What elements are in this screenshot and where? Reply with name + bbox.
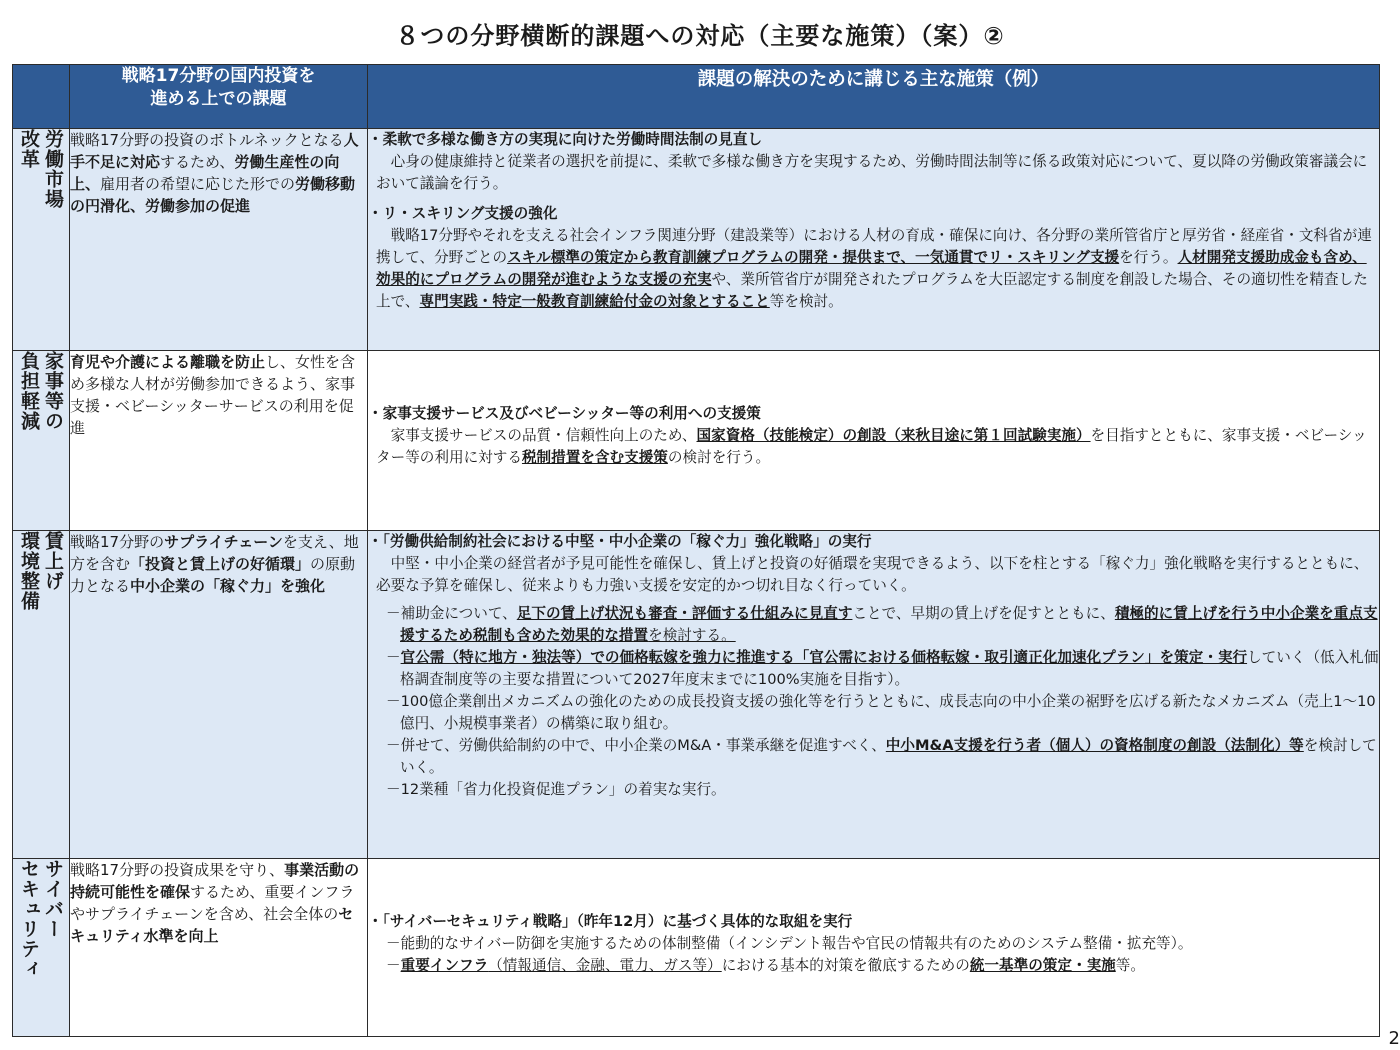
issue-cell bbox=[70, 129, 368, 351]
category-cell bbox=[13, 859, 70, 1037]
measure-cell bbox=[368, 351, 1380, 531]
text-run: 雇用者の希望に応じた形での bbox=[100, 175, 296, 193]
text-run: を検討していく。 bbox=[400, 737, 1377, 776]
measure-body bbox=[376, 225, 1379, 313]
text-run: を検討する。 bbox=[648, 627, 736, 644]
table-header-row bbox=[13, 65, 1380, 129]
measure-heading: ・「労働供給制約社会における中堅・中小企業の「稼ぐ力」強化戦略」の実行 bbox=[368, 533, 872, 550]
text-run: 国家資格（技能検定）の創設（来秋目途に第１回試験実施） bbox=[696, 427, 1091, 444]
category-label: サイバー セキュリティ bbox=[18, 859, 64, 979]
text-run: していく（低入札価格調査制度等の主要な措置について2027年度末までに100%実施を目指す）。 bbox=[400, 649, 1379, 688]
page-number: 2 bbox=[1388, 1028, 1400, 1049]
table-row bbox=[13, 129, 1380, 351]
text-run: 戦略17分野の投資成果を守り、 bbox=[70, 861, 285, 879]
measure-content bbox=[368, 129, 1379, 313]
issue-text bbox=[70, 531, 367, 597]
text-run: 戦略17分野やそれを支える社会インフラ関連分野（建設業等）における人材の育成・確保に向け、各分野の業所管省庁と厚労省・経産省・文科省が連携して、分野ごとの bbox=[376, 227, 1372, 266]
text-run: －能動的なサイバー防御を実施するための体制整備（インシデント報告や官民の情報共有のためのシステム整備・拡充等）。 bbox=[386, 935, 1193, 952]
text-run: 人材開発支援助成金も含め、効果的にプログラムの開発が進むような支援の充実 bbox=[376, 249, 1367, 288]
text-run: における基本的対策を徹底するための bbox=[721, 957, 970, 974]
measure-cell bbox=[368, 129, 1380, 351]
text-run: サプライチェーン bbox=[164, 533, 283, 551]
measure-body bbox=[376, 425, 1379, 469]
text-run: の原動力となる bbox=[70, 555, 356, 595]
category-cell bbox=[13, 129, 70, 351]
text-run: － bbox=[386, 957, 401, 974]
text-run: するため、重要インフラやサプライチェーンを含め、社会全体の bbox=[70, 883, 355, 923]
text-run: ことで、早期の賃上げを促すとともに、 bbox=[852, 605, 1115, 622]
text-run: 労働生産性の向上、 bbox=[70, 153, 340, 193]
text-run: 重要インフラ bbox=[400, 957, 489, 974]
text-run: 事業活動の持続可能性を確保 bbox=[70, 861, 360, 901]
category-label: 労働市場 改革 bbox=[18, 129, 64, 209]
category-label: 家事等の 負担軽減 bbox=[18, 351, 64, 431]
measure-subitem bbox=[386, 647, 1379, 691]
text-run: を目指すとともに、家事支援・ベビーシッター等の利用に対する bbox=[376, 427, 1367, 466]
measure-subitem bbox=[386, 779, 1379, 801]
text-run: し、女性を含め多様な人材が労働参加できるよう、家事支援・ベビーシッターサービスの利用を促進 bbox=[70, 353, 356, 437]
text-run: 中堅・中小企業の経営者が予見可能性を確保し、賃上げと投資の好循環を実現できるよう、以下を柱とする「稼ぐ力」強化戦略を実行するとともに、必要な予算を確保し、従来よりも力強い支援を安定的かつ切れ目なく行っていく。 bbox=[376, 555, 1369, 594]
measure-content bbox=[368, 911, 1379, 977]
page-title: ８つの分野横断的課題への対応（主要な施策）（案）② bbox=[395, 22, 1005, 50]
text-run: 家事支援サービスの品質・信頼性向上のため、 bbox=[390, 427, 697, 444]
text-run: 心身の健康維持と従業者の選択を前提に、柔軟で多様な働き方を実現するため、労働時間法制等に係る政策対応について、夏以降の労働政策審議会において議論を行う。 bbox=[376, 153, 1368, 192]
table-row bbox=[13, 859, 1380, 1037]
text-run: や、業所管省庁が開発されたプログラムを大臣認定する制度を創設した場合、その適切性を精査した上で、 bbox=[376, 271, 1368, 310]
text-run: 中小企業の「稼ぐ力」を強化 bbox=[130, 577, 326, 595]
text-run: 統一基準の策定・実施 bbox=[969, 957, 1116, 974]
measures-table bbox=[12, 64, 1380, 1037]
text-run: を支え、地方を含む bbox=[70, 533, 359, 573]
measure-content bbox=[368, 531, 1379, 801]
issue-cell bbox=[70, 351, 368, 531]
measure-heading: ・リ・スキリング支援の強化 bbox=[368, 205, 558, 222]
measure-subitem bbox=[386, 603, 1379, 647]
text-run: 育児や介護による離職を防止 bbox=[70, 353, 266, 371]
header-issue bbox=[70, 65, 368, 129]
text-run: 税制措置を含む支援策 bbox=[521, 449, 668, 466]
text-run: するため、 bbox=[160, 153, 235, 171]
text-run: 「投資と賃上げの好循環」 bbox=[130, 555, 311, 573]
text-run: 等。 bbox=[1115, 957, 1145, 974]
text-run: スキル標準の策定から教育訓練プログラムの開発・提供まで、一気通貫でリ・スキリング支援 bbox=[507, 249, 1120, 266]
category-label: 賃上げ 環境整備 bbox=[18, 531, 64, 611]
header-category bbox=[13, 65, 70, 129]
issue-cell bbox=[70, 531, 368, 859]
table-row bbox=[13, 351, 1380, 531]
header-issue-label: 戦略17分野の国内投資を 進める上での課題 bbox=[121, 66, 316, 109]
text-run: 戦略17分野の投資のボトルネックとなる bbox=[70, 131, 344, 149]
measure-subitem bbox=[386, 735, 1379, 779]
measure-body bbox=[376, 151, 1379, 195]
measure-cell bbox=[368, 531, 1380, 859]
text-run: 積極的に賃上げを行う中小企業を重点支援するため税制も含めた効果的な措置 bbox=[400, 605, 1378, 644]
measure-subitem bbox=[386, 933, 1379, 955]
measure-heading: ・家事支援サービス及びベビーシッター等の利用への支援策 bbox=[368, 405, 761, 422]
text-run: の検討を行う。 bbox=[667, 449, 771, 466]
text-run: －補助金について、 bbox=[386, 605, 517, 622]
text-run: －12業種「省力化投資促進プラン」の着実な実行。 bbox=[386, 781, 726, 798]
text-run: セキュリティ水準を向上 bbox=[70, 905, 354, 945]
measure-cell bbox=[368, 859, 1380, 1037]
issue-text bbox=[70, 129, 367, 217]
header-measure: 課題の解決のために講じる主な施策（例） bbox=[368, 65, 1380, 129]
measure-heading: ・「サイバーセキュリティ戦略」（昨年12月）に基づく具体的な取組を実行 bbox=[368, 913, 853, 930]
category-cell bbox=[13, 351, 70, 531]
text-run: －100億企業創出メカニズムの強化のための成長投資支援の強化等を行うとともに、成長志向の中小企業の裾野を広げる新たなメカニズム（売上1～10億円、小規模事業者）の構築に取り組む。 bbox=[386, 693, 1376, 732]
measure-heading: ・柔軟で多様な働き方の実現に向けた労働時間法制の見直し bbox=[368, 131, 763, 148]
table-row bbox=[13, 531, 1380, 859]
measure-content bbox=[368, 403, 1379, 469]
text-run: 戦略17分野の bbox=[70, 533, 165, 551]
issue-text bbox=[70, 351, 367, 439]
text-run: － bbox=[386, 649, 401, 666]
measure-body bbox=[376, 553, 1379, 597]
text-run: －併せて、労働供給制約の中で、中小企業のM&A・事業承継を促進すべく、 bbox=[386, 737, 886, 754]
measure-subitem bbox=[386, 955, 1379, 977]
text-run: 専門実践・特定一般教育訓練給付金の対象とすること bbox=[419, 293, 770, 310]
text-run: を行う。 bbox=[1119, 249, 1178, 266]
issue-text bbox=[70, 859, 367, 947]
text-run: （情報通信、金融、電力、ガス等） bbox=[488, 957, 722, 974]
text-run: 等を検討。 bbox=[769, 293, 843, 310]
text-run: 中小M&A支援を行う者（個人）の資格制度の創設（法制化）等 bbox=[885, 737, 1304, 754]
text-run: 足下の賃上げ状況も審査・評価する仕組みに見直す bbox=[516, 605, 853, 622]
category-cell bbox=[13, 531, 70, 859]
issue-cell bbox=[70, 859, 368, 1037]
measure-subitem bbox=[386, 691, 1379, 735]
text-run: 官公需（特に地方・独法等）での価格転嫁を強力に推進する「官公需における価格転嫁・取引適正化加速化プラン」を策定・実行 bbox=[400, 649, 1248, 666]
text-run: 労働移動の円滑化、労働参加の促進 bbox=[70, 175, 356, 215]
text-run: 人手不足に対応 bbox=[70, 131, 359, 171]
